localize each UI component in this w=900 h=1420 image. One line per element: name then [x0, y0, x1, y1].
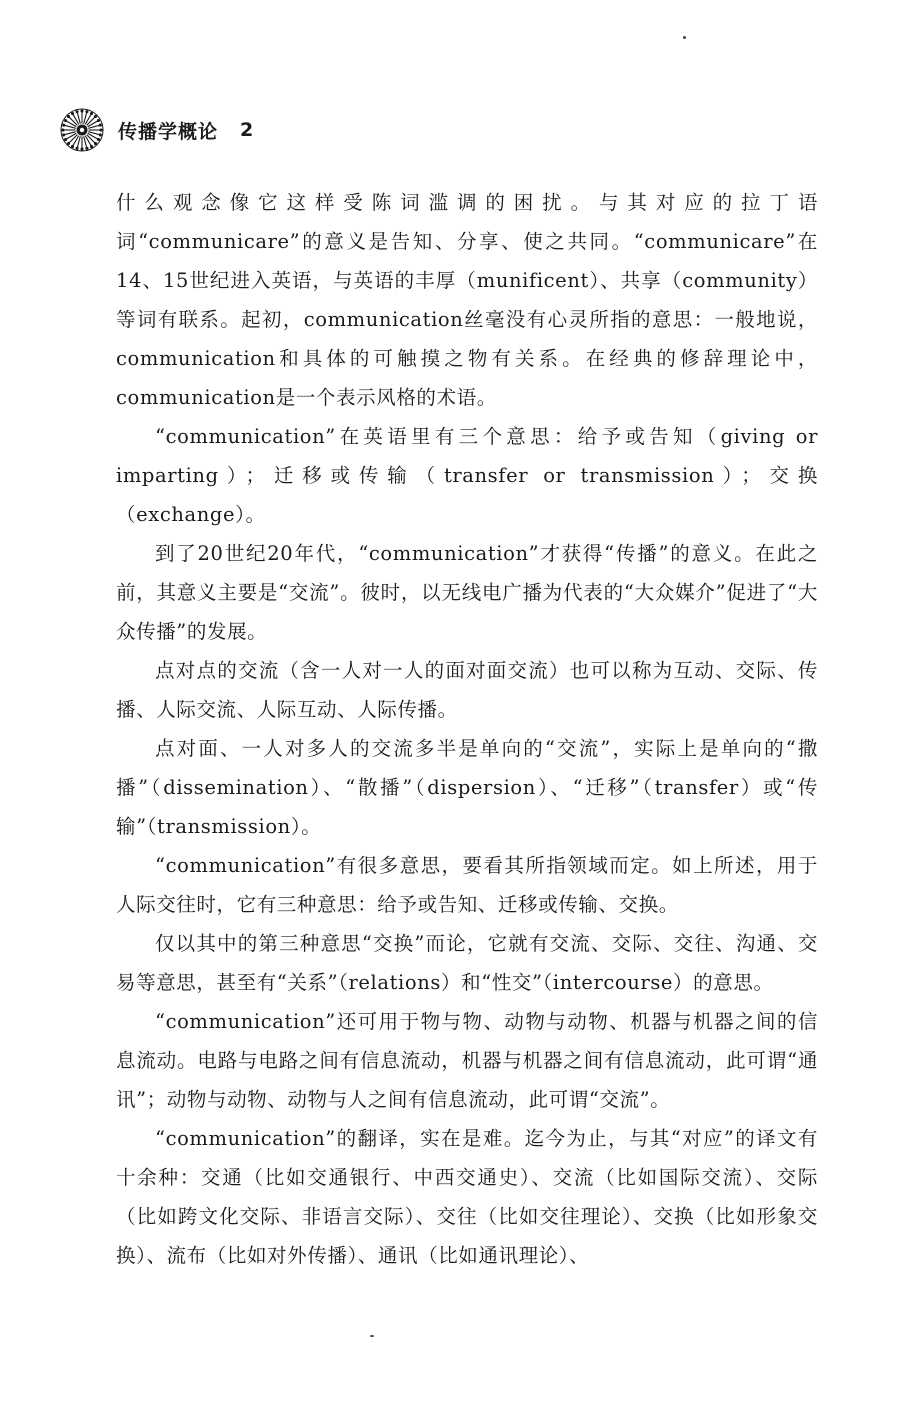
running-head — [60, 108, 253, 152]
body-text — [116, 183, 818, 1275]
paragraph: 到了20世纪20年代，“communication”才获得“传播”的意义。在此之前，其意义主要是“交流”。彼时，以无线电广播为代表的“大众媒介”促进了“大众传播”的发展。 — [116, 542, 818, 643]
paragraph-continued: 什么观念像它这样受陈词滥调的困扰。与其对应的拉丁语词“communicare”的意义是告知、分享、使之共同。“communicare”在14、15世纪进入英语，与英语的丰厚（munificent）、共享（community）等词有联系。起初，communication丝毫没有心灵所指的意思：一般地说，communication和具体的可触摸之物有关系。在经典的修辞理论中，communication是一个表示风格的术语。 — [116, 191, 818, 409]
paragraph: 点对面、一人对多人的交流多半是单向的“交流”，实际上是单向的“撒播”（dissemination）、“散播”（dispersion）、“迁移”（transfer）或“传输”（transmission）。 — [116, 737, 818, 838]
paragraph: “communication”的翻译，实在是难。迄今为止，与其“对应”的译文有十余种：交通（比如交通银行、中西交通史）、交流（比如国际交流）、交际（比如跨文化交际、非语言交际）、交往（比如交往理论）、交换（比如形象交换）、流布（比如对外传播）、通讯（比如通讯理论）、 — [116, 1127, 818, 1267]
paragraph: “communication”还可用于物与物、动物与动物、机器与机器之间的信息流动。电路与电路之间有信息流动，机器与机器之间有信息流动，此可谓“通讯”；动物与动物、动物与人之间有信息流动，此可谓“交流”。 — [116, 1010, 818, 1111]
book-title: 传播学概论 — [118, 120, 219, 143]
paragraph: 点对点的交流（含一人对一人的面对面交流）也可以称为互动、交际、传播、人际交流、人际互动、人际传播。 — [116, 659, 818, 721]
scan-speck — [370, 1335, 374, 1337]
paragraph: 仅以其中的第三种意思“交换”而论，它就有交流、交际、交往、沟通、交易等意思，甚至有“关系”（relations）和“性交”（intercourse）的意思。 — [116, 932, 818, 994]
paragraph: “communication”有很多意思，要看其所指领域而定。如上所述，用于人际交往时，它有三种意思：给予或告知、迁移或传输、交换。 — [116, 854, 818, 916]
scan-speck — [683, 36, 686, 39]
chrysanthemum-ornament-icon — [60, 108, 104, 152]
page-number: 2 — [240, 119, 254, 141]
paragraph: “communication”在英语里有三个意思：给予或告知（giving or imparting）；迁移或传输（transfer or transmission）；交换（exchange）。 — [116, 425, 818, 526]
